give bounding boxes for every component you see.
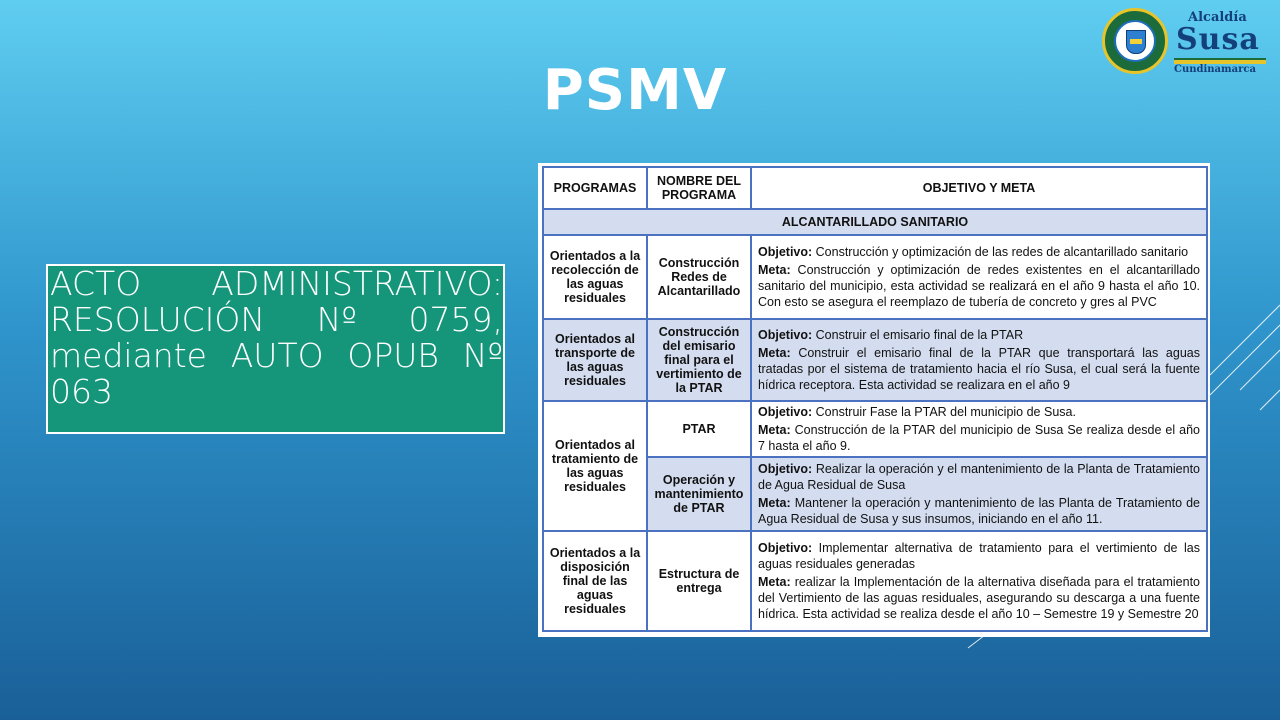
header-programas: PROGRAMAS [543,167,647,209]
meta-text: Mantener la operación y mantenimiento de las Planta de Tratamiento de Agua Residual de Susa y sus insumos, iniciando en el año 11. [758,496,1200,526]
objetivo-text: Realizar la operación y el mantenimiento de la Planta de Tratamiento de Agua Residual de Susa [758,462,1200,492]
meta-text: Construcción de la PTAR del municipio de Susa Se realiza desde el año 7 hasta el año 9. [758,423,1200,453]
objetivo-text: Construir el emisario final de la PTAR [812,328,1024,342]
table-header-row [543,167,1207,209]
meta-label: Meta: [758,346,791,360]
objetivo-meta-cell [751,235,1207,319]
logo-line-1: Alcaldía [1188,10,1247,25]
meta-label: Meta: [758,496,791,510]
objetivo-text: Construcción y optimización de las redes de alcantarillado sanitario [812,245,1189,259]
programa-cell: Orientados a la recolección de las aguas residuales [543,235,647,319]
table-row [543,401,1207,457]
logo-line-2: Susa [1176,22,1260,57]
programa-cell: Orientados a la disposición final de las aguas residuales [543,531,647,631]
alcaldia-logo [1100,6,1270,78]
table-row [543,235,1207,319]
section-title: ALCANTARILLADO SANITARIO [543,209,1207,235]
objetivo-meta-cell [751,457,1207,531]
meta-text: Construcción y optimización de redes existentes en el alcantarillado sanitario del municipio, esta actividad se realizará en el año 9 hasta el año 10. Con esto se asegura el reemplazo de tubería de concreto y gres al PVC [758,263,1200,309]
objetivo-meta-cell [751,401,1207,457]
program-table-image [538,163,1210,637]
header-objetivo-meta: OBJETIVO Y META [751,167,1207,209]
program-table [542,166,1208,632]
logo-line-3: Cundinamarca [1174,64,1256,75]
nombre-cell: Operación y mantenimiento de PTAR [647,457,751,531]
objetivo-label: Objetivo: [758,541,813,555]
section-row [543,209,1207,235]
objetivo-meta-cell [751,319,1207,401]
objetivo-label: Objetivo: [758,405,813,419]
nombre-cell: Construcción del emisario final para el vertimiento de la PTAR [647,319,751,401]
objetivo-text: Implementar alternativa de tratamiento para el vertimiento de las aguas residuales generadas [758,541,1200,571]
nombre-cell: Estructura de entrega [647,531,751,631]
nombre-cell: PTAR [647,401,751,457]
meta-label: Meta: [758,423,791,437]
nombre-cell: Construcción Redes de Alcantarillado [647,235,751,319]
programa-cell: Orientados al transporte de las aguas residuales [543,319,647,401]
meta-text: realizar la Implementación de la alternativa diseñada para el tratamiento del Vertimiento de las aguas residuales, asegurando su descarga a una fuente hídrica. Esta actividad se realiza desde el año 10 – Semestre 19 y Semestre 20 [758,575,1200,621]
objetivo-label: Objetivo: [758,328,813,342]
programa-cell: Orientados al tratamiento de las aguas residuales [543,401,647,531]
slide-title: PSMV [542,58,728,123]
administrative-act-box: ACTO ADMINISTRATIVO: RESOLUCIÓN Nº 0759, mediante AUTO OPUB Nº 063 [46,264,505,434]
municipal-seal-icon [1102,8,1168,74]
objetivo-meta-cell [751,531,1207,631]
table-row [543,319,1207,401]
objetivo-text: Construir Fase la PTAR del municipio de Susa. [812,405,1076,419]
meta-label: Meta: [758,575,791,589]
meta-label: Meta: [758,263,791,277]
header-nombre-programa: NOMBRE DEL PROGRAMA [647,167,751,209]
objetivo-label: Objetivo: [758,245,813,259]
objetivo-label: Objetivo: [758,462,813,476]
table-row [543,531,1207,631]
meta-text: Construir el emisario final de la PTAR que transportará las aguas tratadas por el sistema de tratamiento hacia el río Susa, el cual será la fuente hídrica receptora. Esta actividad se realizara en el año 9 [758,346,1200,392]
